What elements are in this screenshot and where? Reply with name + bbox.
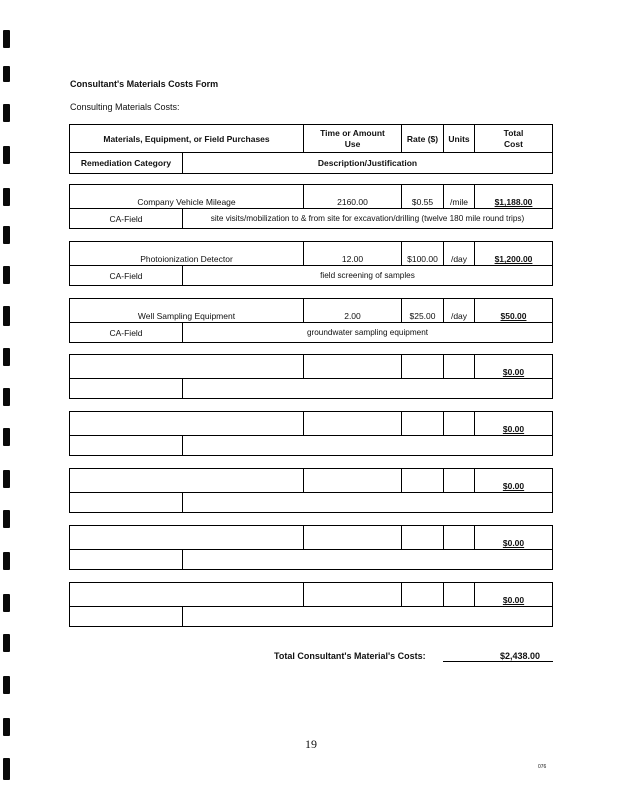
entry-rate (401, 355, 443, 378)
entry-unit (443, 583, 474, 606)
entry-description (182, 550, 552, 569)
entry-amount (303, 469, 401, 492)
entry-item (70, 355, 303, 378)
entry-amount: 12.00 (303, 242, 401, 265)
entry-category: CA-Field (109, 270, 143, 281)
entry-item: Company Vehicle Mileage (137, 197, 236, 207)
entry-unit (443, 526, 474, 549)
entry-item (70, 469, 303, 492)
entry-table (69, 298, 553, 343)
binder-mark (3, 758, 10, 780)
entry-table (69, 411, 553, 456)
binder-mark (3, 510, 10, 528)
binder-mark (3, 348, 10, 366)
entry-total: $50.00 (474, 299, 552, 322)
header-category: Remediation Category (80, 158, 172, 168)
entry-category (70, 493, 182, 512)
entry-table (69, 241, 553, 286)
entry-description (182, 607, 552, 626)
entry-amount (303, 526, 401, 549)
entry-rate (401, 412, 443, 435)
form-title: Consultant's Materials Costs Form (70, 79, 219, 89)
entry-unit (443, 412, 474, 435)
binder-mark (3, 66, 10, 82)
binder-mark (3, 226, 10, 244)
entry-item (70, 583, 303, 606)
entry-item: Well Sampling Equipment (137, 311, 236, 321)
header-units: Units (443, 125, 474, 152)
header-description: Description/Justification (182, 153, 552, 173)
entry-total: $0.00 (474, 469, 552, 492)
total-underline (443, 661, 553, 662)
entry-rate (401, 469, 443, 492)
entry-rate (401, 526, 443, 549)
entry-unit: /day (443, 299, 474, 322)
entry-item (70, 526, 303, 549)
entry-unit (443, 469, 474, 492)
binder-mark (3, 552, 10, 570)
entry-amount: 2160.00 (303, 185, 401, 208)
entry-rate: $100.00 (401, 242, 443, 265)
entry-total: $0.00 (474, 526, 552, 549)
binder-mark (3, 634, 10, 652)
entry-item (70, 412, 303, 435)
binder-mark (3, 676, 10, 694)
entry-category (70, 379, 182, 398)
header-materials: Materials, Equipment, or Field Purchases (103, 133, 270, 144)
entry-table (69, 354, 553, 399)
entry-unit: /day (443, 242, 474, 265)
binder-mark (3, 146, 10, 164)
page-stamp: 076 (538, 764, 547, 770)
entry-total: $0.00 (474, 355, 552, 378)
entry-amount: 2.00 (303, 299, 401, 322)
entry-category (70, 436, 182, 455)
entry-rate: $0.55 (401, 185, 443, 208)
page-number: 19 (305, 737, 317, 751)
binder-mark (3, 428, 10, 446)
header-total: Total Cost (474, 125, 552, 152)
entry-rate: $25.00 (401, 299, 443, 322)
entry-table (69, 525, 553, 570)
entry-category (70, 550, 182, 569)
entry-table (69, 184, 553, 229)
entry-unit: /mile (443, 185, 474, 208)
binder-mark (3, 188, 10, 206)
entry-table (69, 468, 553, 513)
entry-description (182, 379, 552, 398)
binder-mark (3, 594, 10, 612)
form-subtitle: Consulting Materials Costs: (70, 102, 180, 112)
header-rate: Rate ($) (401, 125, 443, 152)
binder-mark (3, 470, 10, 488)
entry-total: $1,188.00 (474, 185, 552, 208)
entry-table (69, 582, 553, 627)
entry-amount (303, 355, 401, 378)
entry-rate (401, 583, 443, 606)
binder-mark (3, 266, 10, 284)
entry-description: site visits/mobilization to & from site for excavation/drilling (twelve 180 mile round trips) (182, 209, 552, 228)
total-label: Total Consultant's Material's Costs: (274, 651, 426, 661)
entry-item: Photoionization Detector (140, 254, 233, 264)
binder-mark (3, 104, 10, 122)
entry-amount (303, 412, 401, 435)
binder-mark (3, 718, 10, 736)
binder-mark (3, 388, 10, 406)
entry-total: $0.00 (474, 583, 552, 606)
entry-description (182, 436, 552, 455)
entry-category: CA-Field (109, 327, 143, 338)
entry-total: $1,200.00 (474, 242, 552, 265)
entry-unit (443, 355, 474, 378)
entry-total: $0.00 (474, 412, 552, 435)
entry-amount (303, 583, 401, 606)
entry-description (182, 493, 552, 512)
entry-description: field screening of samples (182, 266, 552, 285)
entry-category: CA-Field (109, 213, 143, 224)
entry-category (70, 607, 182, 626)
header-table (69, 124, 553, 174)
header-time: Time or Amount Use (303, 125, 401, 152)
binder-mark (3, 306, 10, 326)
binder-mark (3, 30, 10, 48)
total-value: $2,438.00 (500, 651, 541, 661)
entry-description: groundwater sampling equipment (182, 323, 552, 342)
